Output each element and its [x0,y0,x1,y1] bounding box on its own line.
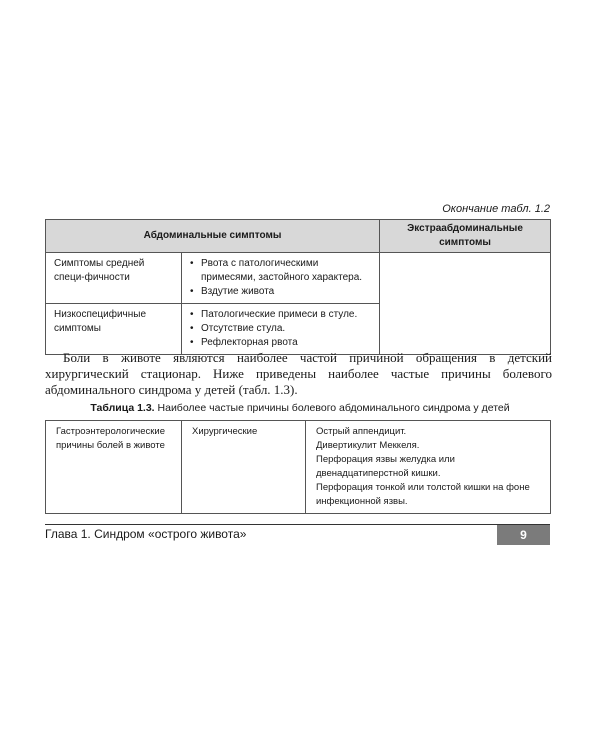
table-header-row [46,220,551,253]
row-category: Низкоспецифичные симптомы [46,304,182,355]
extra-abdominal-cell [380,253,551,355]
cause-list [306,421,551,514]
row-symptoms [182,253,380,304]
list-item: • Рефлекторная рвота [190,336,371,350]
cause-type: Хирургические [182,421,306,514]
list-item: • Патологические примеси в стуле. [190,308,371,322]
chapter-title: Глава 1. Синдром «острого живота» [45,527,247,541]
caption-text: Наиболее частые причины болевого абдоминального синдрома у детей [157,402,510,414]
list-item: • Отсутствие стула. [190,322,371,336]
table-row [46,253,551,304]
footer-divider [45,524,550,525]
table-1-3 [45,420,551,514]
body-paragraph: Боли в животе являются наиболее частой причиной обращения в детский хирургический стационар. Ниже приведены наиболее частые причины болевого абдоминального синдрома у детей (табл. 1.3). [45,350,552,397]
list-item: Перфорация язвы желудка или двенадцатиперстной кишки. [316,454,455,479]
header-extra-abdominal: Экстраабдоминальные симптомы [380,220,551,253]
cause-group: Гастроэнтерологические причины болей в животе [46,421,182,514]
list-item: Острый аппендицит. [316,426,407,437]
header-abdominal: Абдоминальные симптомы [46,220,380,253]
table-1-2 [45,219,551,355]
table-caption [0,402,600,414]
row-category: Симптомы средней специ-фичности [46,253,182,304]
caption-label: Таблица 1.3. [90,402,155,414]
list-item: Перфорация тонкой или толстой кишки на фоне инфекционной язвы. [316,482,530,507]
table-continuation-note: Окончание табл. 1.2 [442,203,550,215]
list-item: • Рвота с патологическими примесями, застойного характера. [190,257,371,285]
page-number: 9 [497,525,550,545]
row-symptoms [182,304,380,355]
list-item: Дивертикулит Меккеля. [316,440,420,451]
table-row [46,421,551,514]
list-item: • Вздутие живота [190,285,371,299]
